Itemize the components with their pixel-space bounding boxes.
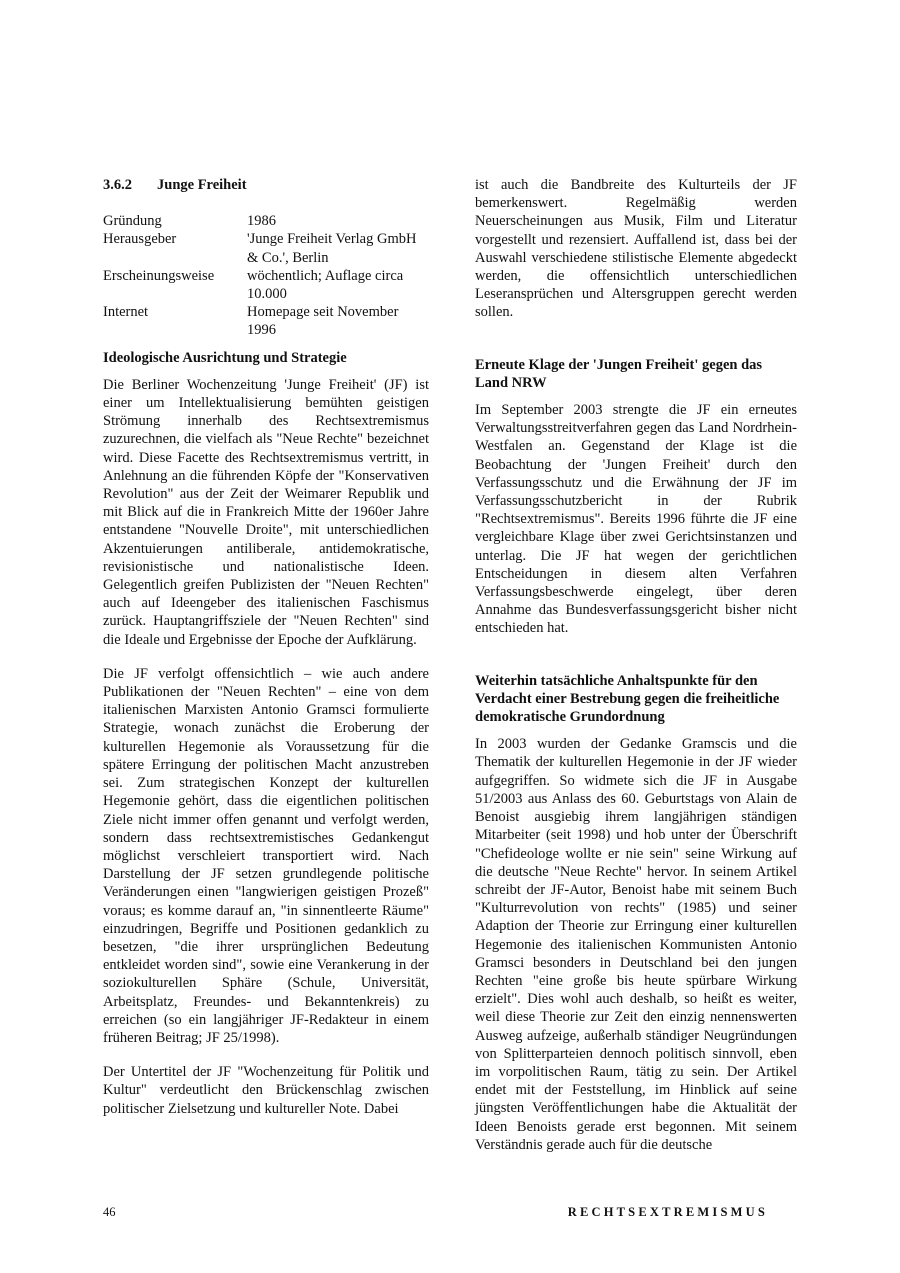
section-number: 3.6.2 <box>103 177 132 193</box>
fact-value: wöchentlich; Auflage circa 10.000 <box>247 267 404 303</box>
paragraph: Im September 2003 strengte die JF ein erneutes Verwaltungsstreitverfahren gegen das Land Nordrhein-Westfalen an. Gegenstand der Klage ist die Beobachtung der 'Jungen Freiheit' durch den Verfassungsschutz und die Erwähnung der JF im Verfassungsschutzbericht in der Rubrik "Rechtsextremismus". Bereits 1996 führte die JF eine vergleichbare Klage über zwei Gerichtsinstanzen und unterlag. Die JF hat wegen der gerichtlichen Entscheidungen in diesem alten Verfahren Verfassungsbeschwerde eingelegt, über deren Annahme das Bundesverfassungsgericht bisher nicht entschieden hat. <box>475 402 797 637</box>
section-title: Junge Freiheit <box>157 177 247 193</box>
paragraph: Die JF verfolgt offensichtlich – wie auch andere Publikationen der "Neuen Rechten" – eine von dem italienischen Marxisten Antonio Gramsci formulierte Strategie, wonach zunächst die Eroberung der kulturellen Hegemonie als Voraussetzung für die spätere Erringung der politischen Macht anzustreben sei. Zum strategischen Konzept der kulturellen Hegemonie gehört, dass die eigentlichen politischen Ziele nicht immer offen genannt und verfolgt werden, sondern dass rechtsextremistisches Gedankengut möglichst verschleiert transportiert wird. Nach Darstellung der JF setzen grundlegende politische Veränderungen einen "langwierigen geistigen Prozeß" voraus; es komme darauf an, "in sinnentleerte Räume" einzudringen, Begriffe und Positionen gedanklich zu besetzen, "die ihrer ursprünglichen Bedeutung entkleidet worden sind", sowie eine Verankerung in der soziokulturellen Sphäre (Schule, Universität, Arbeitsplatz, Freundes- und Bekanntenkreis) zu erreichen (so ein langjähriger JF-Redakteur in einem früheren Beitrag; JF 25/1998). <box>103 665 429 1046</box>
fact-row <box>103 267 429 303</box>
paragraph: In 2003 wurden der Gedanke Gramscis und die Thematik der kulturellen Hegemonie in der JF wieder aufgegriffen. So widmete sich die JF in Ausgabe 51/2003 aus Anlass des 60. Geburtstags von Alain de Benoist ausgiebig ihrem langjährigen ständigen Mitarbeiter (seit 1998) und hob unter der Überschrift "Chefideologe wollte er nie sein" seine Wirkung auf die deutsche "Neue Rechte" hervor. In seinem Artikel schreibt der JF-Autor, Benoist habe mit seinem Buch "Kulturrevolution von rechts" (1985) und seiner Adaption der Theorie zur Erringung einer kulturellen Hegemonie des italienischen Kommunisten Antonio Gramsci besonders in Deutschland bei den jungen Rechten "eine große bis heute spürbare Wirkung erzielt". Dies wohl auch deshalb, so heißt es weiter, weil diese Theorie zur Zeit den einzig nennenswerten Ausweg aufzeige, außerhalb ständiger Neugründungen von Splitterparteien dennoch politisch sinnvoll, eben im vorpolitischen Raum, tätig zu sein. Der Artikel endet mit der Feststellung, im Hinblick auf seine jüngsten Veröffentlichungen habe die Aktualität der Ideen Benoists gerade erst begonnen. Mit seinem Verständnis gerade auch für die deutsche <box>475 736 797 1153</box>
right-column <box>475 176 797 1154</box>
subheading-evidence: Weiterhin tatsächliche Anhaltspunkte für den Verdacht einer Bestrebung gegen die freiheitliche demokratische Grundordnung <box>475 672 780 726</box>
fact-label: Gründung <box>103 213 162 230</box>
fact-value: 1986 <box>247 213 276 230</box>
fact-value: 'Junge Freiheit Verlag GmbH & Co.', Berlin <box>247 231 417 266</box>
fact-label: Herausgeber <box>103 231 177 248</box>
running-title: RECHTSEXTREMISMUS <box>567 1205 768 1219</box>
page-number: 46 <box>103 1205 116 1219</box>
left-column <box>103 176 429 1118</box>
section-heading <box>103 176 429 194</box>
fact-row <box>103 212 429 230</box>
fact-label: Internet <box>103 304 149 321</box>
fact-row <box>103 230 429 266</box>
paragraph: ist auch die Bandbreite des Kulturteils der JF bemerkenswert. Regelmäßig werden Neuerscheinungen aus Musik, Film und Literatur vorgestellt und rezensiert. Auffallend ist, dass bei der Auswahl verschiedene stilistische Elemente abgedeckt werden, die offensichtlich unterschiedlichen Leseransprüchen und Altersgruppen gerecht werden sollen. <box>475 177 797 321</box>
page-footer <box>103 1203 768 1221</box>
subheading-ideology: Ideologische Ausrichtung und Strategie <box>103 349 347 366</box>
fact-table <box>103 212 429 339</box>
paragraph: Die Berliner Wochenzeitung 'Junge Freiheit' (JF) ist einer um Intellektualisierung bemühten geistigen Strömung innerhalb des Rechtsextremismus zuzurechnen, die vielfach als "Neue Rechte" bezeichnet wird. Diese Facette des Rechtsextremismus vertritt, in Anlehnung an die führenden Köpfe der "Konservativen Revolution" aus der Zeit der Weimarer Republik und mit Blick auf die in Frankreich Mitte der 1960er Jahre entstandene "Nouvelle Droite", mit unterschiedlichen Akzentuierungen antiliberale, antidemokratische, revisionistische und nationalistische Ideen. Gelegentlich greifen Publizisten der "Neuen Rechten" auch auf Ideengeber des italienischen Faschismus zurück. Hauptangriffsziele der "Neuen Rechten" sind die Ideale und Ergebnisse der Epoche der Aufklärung. <box>103 376 429 648</box>
fact-row <box>103 303 429 339</box>
fact-value: Homepage seit November 1996 <box>247 304 399 339</box>
subheading-lawsuit: Erneute Klage der 'Jungen Freiheit' gegen das Land NRW <box>475 356 763 391</box>
paragraph: Der Untertitel der JF "Wochenzeitung für Politik und Kultur" verdeutlicht den Brückenschlag zwischen politischer Zielsetzung und kultureller Note. Dabei <box>103 1064 429 1117</box>
fact-label: Erscheinungsweise <box>103 267 215 284</box>
